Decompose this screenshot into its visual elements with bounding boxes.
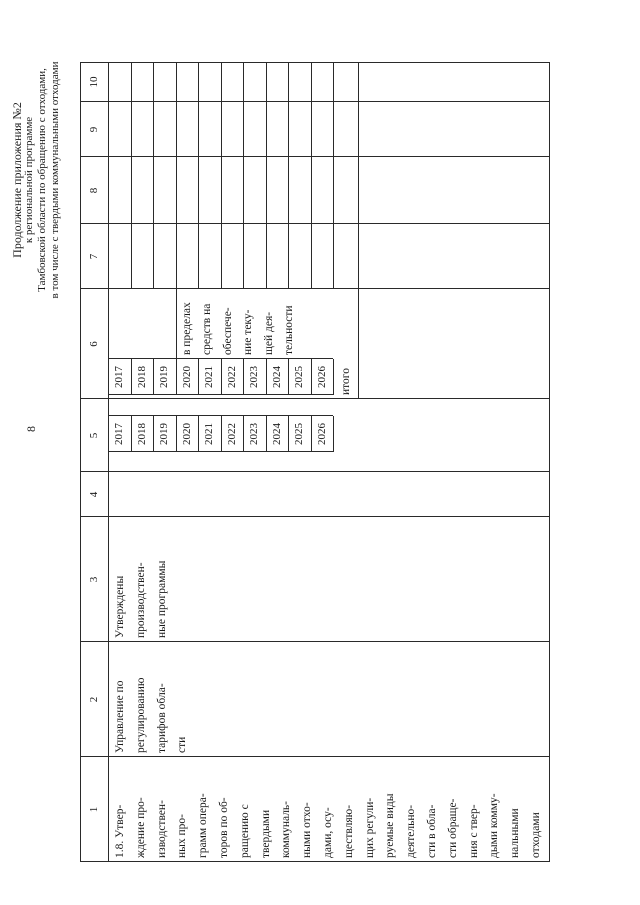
year-row-border bbox=[176, 62, 177, 289]
cell-responsible bbox=[110, 641, 193, 753]
row-border bbox=[549, 62, 550, 862]
row-border bbox=[176, 289, 177, 359]
year-col5: 2019 bbox=[158, 423, 170, 445]
year-col6: 2026 bbox=[315, 366, 328, 388]
cell-result bbox=[110, 518, 172, 638]
column-number: 9 bbox=[88, 126, 100, 133]
year-row-border bbox=[311, 62, 312, 289]
text-line: сти bbox=[176, 736, 189, 753]
column-border bbox=[80, 101, 550, 102]
text-line: производствен- bbox=[134, 562, 147, 638]
year-col6: 2020 bbox=[180, 366, 193, 388]
text-line: дыми комму- bbox=[488, 793, 501, 858]
year-col6: 2017 bbox=[113, 366, 125, 388]
year-col6: 2021 bbox=[203, 366, 215, 388]
year-col6: 2018 bbox=[135, 366, 148, 388]
year-row-border bbox=[333, 416, 334, 452]
column-border bbox=[80, 288, 550, 289]
year-row-border bbox=[333, 359, 334, 395]
column-border bbox=[80, 756, 550, 757]
text-line: обеспече- bbox=[221, 307, 234, 355]
year-row-border bbox=[131, 62, 132, 289]
header-line-4: в том числе с твердыми коммунальными отходами bbox=[49, 61, 61, 299]
column-border bbox=[80, 398, 550, 399]
text-line: щих регули- bbox=[363, 797, 376, 858]
header-line-2: к региональной программе bbox=[23, 116, 35, 244]
column-number: 8 bbox=[88, 187, 100, 194]
column-number: 1 bbox=[88, 806, 100, 813]
column-border bbox=[80, 62, 550, 63]
text-line: в пределах bbox=[180, 302, 193, 355]
page-number: 8 bbox=[24, 426, 38, 432]
year-col5: 2021 bbox=[203, 423, 215, 445]
year-col6: 2019 bbox=[158, 366, 170, 388]
year-col5: 2024 bbox=[270, 423, 283, 445]
text-line: коммуналь- bbox=[280, 800, 293, 858]
text-line: деятельно- bbox=[405, 804, 418, 858]
year-col5: 2026 bbox=[315, 423, 328, 445]
row-border bbox=[80, 62, 81, 862]
column-border bbox=[80, 156, 550, 157]
column-number: 4 bbox=[88, 491, 100, 498]
header-line-3: Тамбовской области по обращению с отходами, bbox=[36, 68, 48, 292]
column-number: 10 bbox=[88, 76, 100, 88]
text-line: тельности bbox=[283, 305, 295, 355]
year-row-border bbox=[333, 62, 334, 289]
column-border bbox=[80, 223, 550, 224]
text-line: сти в обла- bbox=[425, 804, 438, 858]
year-row-border bbox=[153, 62, 154, 289]
column-number: 5 bbox=[88, 432, 100, 439]
column-number: 6 bbox=[88, 341, 100, 347]
text-line: твердыми bbox=[259, 809, 272, 858]
year-col5: 2022 bbox=[225, 423, 238, 445]
year-col5: 2023 bbox=[248, 423, 260, 445]
year-col5: 2018 bbox=[135, 423, 148, 445]
year-row-border bbox=[221, 62, 222, 289]
text-line: нальными bbox=[509, 808, 522, 858]
year-col5: 2020 bbox=[180, 423, 193, 445]
year-row-border bbox=[243, 62, 244, 289]
column-border bbox=[80, 471, 550, 472]
rotated-table-area bbox=[80, 62, 550, 862]
text-line: щей дея- bbox=[262, 311, 275, 355]
year-col6: 2022 bbox=[225, 366, 238, 388]
year-col6: 2024 bbox=[270, 366, 283, 388]
text-line: регулированию bbox=[134, 677, 147, 753]
row-border bbox=[108, 62, 109, 862]
text-line: ные программы bbox=[155, 560, 168, 638]
column-number: 7 bbox=[88, 253, 100, 260]
year-row-border bbox=[288, 62, 289, 289]
text-line: грамм опера- bbox=[197, 793, 210, 858]
text-line: Управление по bbox=[114, 680, 126, 753]
text-line: дами, осу- bbox=[321, 807, 334, 858]
column-border bbox=[80, 861, 550, 862]
cell-activity bbox=[110, 758, 547, 858]
text-line: руемые виды bbox=[384, 793, 397, 858]
cell-total-label: итого bbox=[340, 368, 352, 395]
program-table bbox=[80, 62, 550, 862]
text-line: изводствен- bbox=[155, 800, 168, 858]
year-col6: 2023 bbox=[248, 366, 260, 388]
text-line: ществляю- bbox=[342, 804, 355, 858]
year-row-border bbox=[266, 62, 267, 289]
cell-funding-note bbox=[177, 291, 300, 355]
text-line: ждение про- bbox=[134, 797, 147, 858]
column-number: 3 bbox=[88, 576, 100, 583]
year-col5: 2017 bbox=[113, 423, 125, 445]
text-line: ращению с bbox=[238, 804, 251, 858]
text-line: отходами bbox=[529, 812, 542, 858]
year-row-border bbox=[198, 62, 199, 289]
text-line: торов по об- bbox=[217, 797, 230, 858]
text-line: ния с твер- bbox=[467, 804, 480, 858]
text-line: Утверждены bbox=[114, 575, 126, 638]
text-line: ных про- bbox=[176, 814, 189, 858]
column-border bbox=[80, 641, 550, 642]
header-line-1: Продолжение приложения №2 bbox=[10, 102, 24, 258]
column-border bbox=[80, 516, 550, 517]
column-number: 2 bbox=[88, 696, 100, 703]
year-col6: 2025 bbox=[293, 366, 305, 388]
text-line: сти обраще- bbox=[446, 798, 459, 858]
text-line: тарифов обла- bbox=[155, 683, 168, 753]
text-line: ными отхо- bbox=[301, 802, 314, 858]
row-border bbox=[358, 62, 359, 399]
text-line: 1.8. Утвер- bbox=[114, 804, 126, 858]
text-line: ние теку- bbox=[242, 309, 254, 355]
year-col5: 2025 bbox=[293, 423, 305, 445]
text-line: средств на bbox=[201, 303, 213, 355]
